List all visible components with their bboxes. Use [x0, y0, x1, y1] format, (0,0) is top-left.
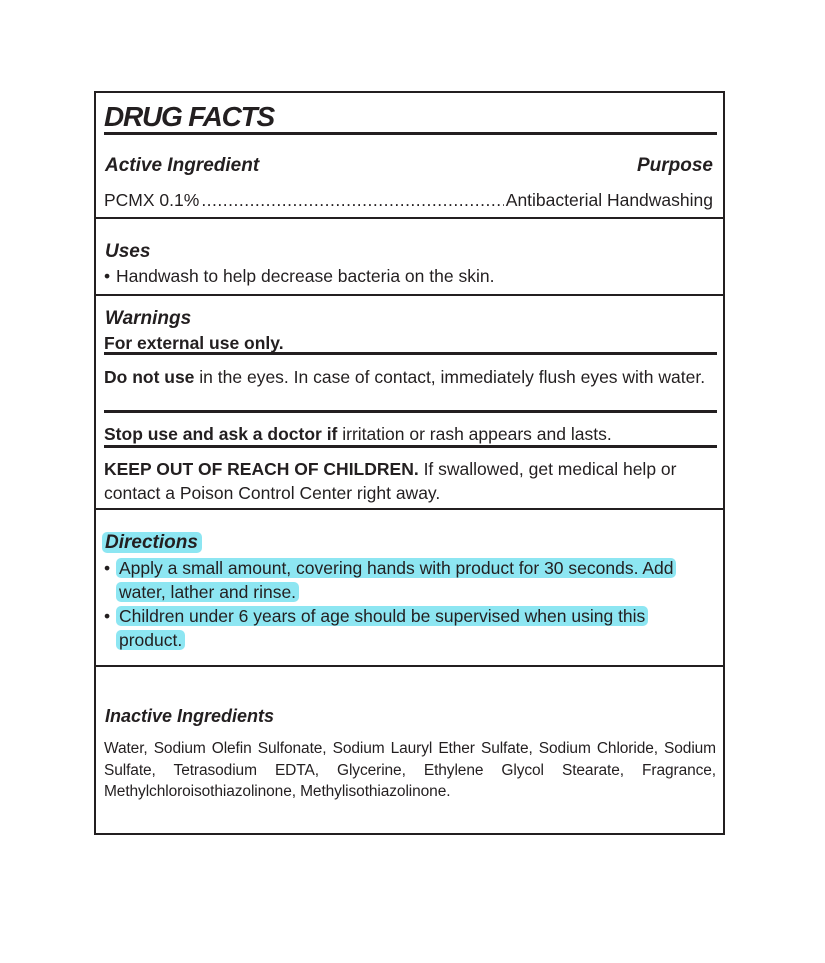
title-rule — [104, 132, 717, 135]
warning-rule-1 — [104, 352, 717, 355]
keep-out-label: KEEP OUT OF REACH OF CHILDREN. — [104, 459, 419, 479]
active-ingredient-purpose: Antibacterial Handwashing — [505, 190, 713, 210]
active-ingredient-heading: Active Ingredient — [105, 155, 260, 176]
warnings-heading: Warnings — [105, 308, 192, 329]
directions-item-text: Apply a small amount, covering hands with product for 30 seconds. Add water, lather and rinse. — [116, 558, 676, 602]
uses-heading: Uses — [105, 241, 151, 262]
stop-use-label: Stop use and ask a doctor if — [104, 424, 338, 444]
bullet: • — [104, 558, 111, 578]
directions-heading-text: Directions — [102, 532, 202, 553]
inactive-ingredients-text: Water, Sodium Olefin Sulfonate, Sodium Lauryl Ether Sulfate, Sodium Chloride, Sodium Sulfate, Tetrasodium EDTA, Glycerine, Ethylene Glycol Stearate, Fragrance, Methylchloroisothiazolinone, Methylisothiazolinone. — [104, 740, 716, 800]
stop-use-text: irritation or rash appears and lasts. — [337, 424, 612, 444]
stop-use-warning — [104, 423, 713, 447]
section-divider-directions — [96, 665, 723, 667]
do-not-use-text: in the eyes. In case of contact, immediately flush eyes with water. — [194, 367, 706, 387]
directions-list — [104, 556, 715, 652]
active-ingredient-row — [104, 189, 713, 212]
warning-rule-3 — [104, 445, 717, 448]
drug-facts-label — [94, 91, 725, 835]
warning-rule-2 — [104, 410, 717, 413]
do-not-use-warning — [104, 366, 713, 390]
directions-item — [104, 556, 715, 604]
do-not-use-label: Do not use — [104, 367, 195, 387]
purpose-heading: Purpose — [636, 155, 713, 176]
bullet: • — [104, 606, 111, 626]
section-divider-warnings — [96, 508, 723, 510]
directions-heading — [105, 531, 202, 555]
section-divider-active — [96, 217, 723, 219]
bullet: • — [104, 266, 111, 286]
drug-facts-title: DRUG FACTS — [104, 101, 275, 132]
uses-item — [104, 265, 713, 289]
dot-leader — [201, 189, 503, 212]
uses-list — [104, 265, 713, 289]
section-divider-uses — [96, 294, 723, 296]
external-use-warning: For external use only. — [104, 333, 284, 353]
keep-out-text: If swallowed, get medical help or contact a Poison Control Center right away. — [104, 459, 677, 503]
inactive-ingredients-heading: Inactive Ingredients — [105, 706, 275, 726]
directions-item-text: Children under 6 years of age should be supervised when using this product. — [116, 606, 648, 650]
keep-out-warning — [104, 458, 713, 505]
uses-item-text: Handwash to help decrease bacteria on the skin. — [116, 266, 495, 286]
active-ingredient-name: PCMX 0.1% — [104, 190, 200, 210]
directions-item — [104, 604, 715, 652]
